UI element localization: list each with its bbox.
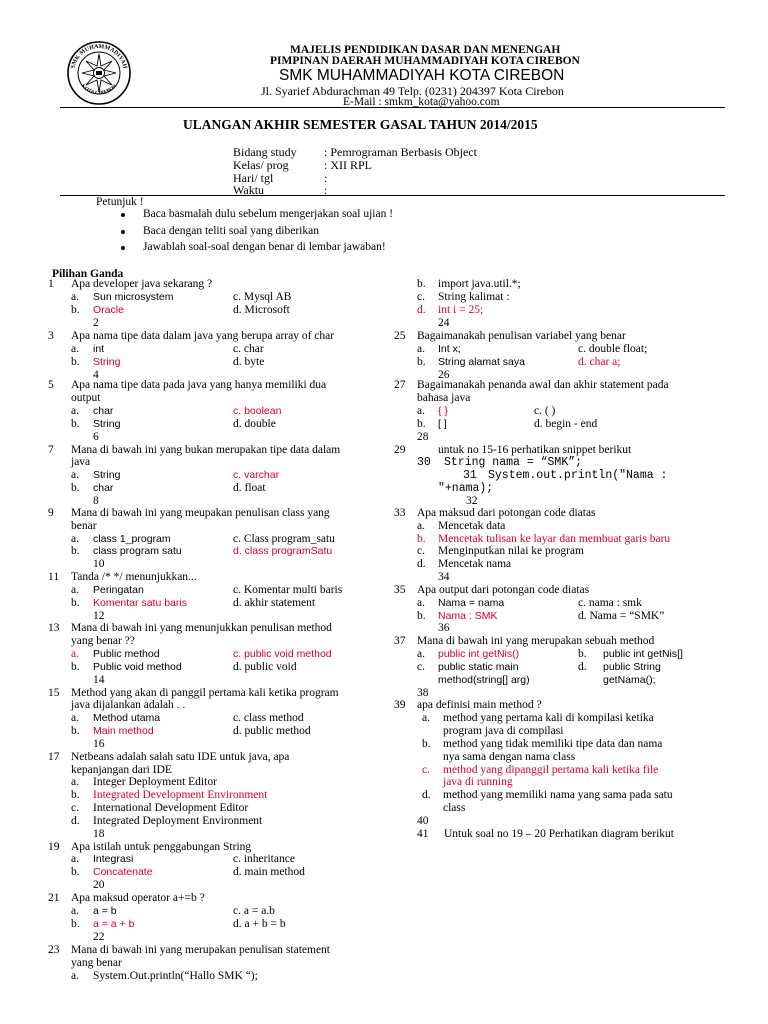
question-text-line: 8 [93, 495, 99, 507]
question-text-line: a. [417, 520, 425, 532]
question-text-line: Bagaimanakah penanda awal dan akhir statement pada [417, 379, 669, 391]
question-text-line: Mana di bawah ini yang menunjukkan penulisan method [71, 622, 332, 634]
question-text-line: program java di compilasi [443, 725, 564, 737]
question-text-line: 20 [93, 879, 105, 891]
question-text-line: Integrated Deployment Environment [93, 815, 263, 827]
question-text-line: b. [71, 418, 80, 430]
question-text-line: b. [417, 533, 426, 545]
question-text-line: d. char a; [578, 356, 621, 368]
question-text-line: Mana di bawah ini yang bukan merupakan tipe data dalam [71, 444, 341, 456]
question-text-line: method yang memiliki nama yang sama pada satu [443, 789, 673, 801]
question-text-line: d. begin - end [534, 418, 598, 430]
question-text-line: import java.util.*; [438, 278, 521, 290]
question-text-line: String [93, 418, 121, 430]
question-text-line: a. [417, 405, 425, 417]
question-text-line: b. [71, 304, 80, 316]
question-text-line: Concatenate [93, 866, 153, 878]
question-text-line: java [71, 456, 91, 468]
question-text-line: 13 [48, 622, 60, 634]
question-text-line: a. [71, 712, 79, 724]
question-text-line: 2 [93, 317, 99, 329]
question-text-line: c. [417, 545, 425, 557]
bullet-icon [121, 246, 125, 250]
question-text-line: c. Class program_satu [233, 533, 335, 545]
question-text-line: 40 [417, 815, 429, 827]
question-text-line: char [93, 482, 114, 494]
question-text-line: d. [417, 304, 426, 316]
question-text-line: 22 [93, 931, 105, 943]
question-text-line: b. [71, 482, 80, 494]
question-text-line: Public method [93, 648, 160, 660]
question-text-line: char [93, 405, 114, 417]
question-text-line: Integer Deployment Editor [93, 776, 217, 788]
question-text-line: Peringatan [93, 584, 144, 596]
question-text-line: d. public method [233, 725, 311, 737]
question-text-line: c. varchar [233, 469, 280, 481]
question-text-line: c. a = a.b [233, 905, 275, 917]
instructions-divider [60, 195, 725, 196]
header-line2: PIMPINAN DAERAH MUHAMMADIYAH KOTA CIREBON [270, 55, 580, 67]
question-text-line: d. float [233, 482, 266, 494]
question-text-line: 15 [48, 687, 60, 699]
question-text-line: 23 [48, 944, 60, 956]
question-text-line: c. [422, 764, 430, 776]
question-text-line: a = b [93, 905, 117, 917]
question-text-line: d. public void [233, 661, 297, 673]
question-text-line: Apa maksud operator a+=b ? [71, 892, 205, 904]
question-text-line: 36 [438, 622, 450, 634]
info-label: Bidang study [233, 145, 297, 159]
question-text-line: Mencetak nama [438, 558, 512, 570]
question-text-line: { } [438, 405, 448, 417]
question-text-line: c. [71, 802, 79, 814]
question-text-line: 9 [48, 507, 54, 519]
info-value: : XII RPL [324, 158, 372, 172]
question-text-line: 14 [93, 674, 105, 686]
bullet-icon [121, 230, 125, 234]
question-text-line: b. [71, 356, 80, 368]
question-text-line: class program satu [93, 545, 182, 557]
question-text-line: String [93, 469, 121, 481]
bullet-icon [121, 213, 125, 217]
question-text-line: d. class programSatu [233, 545, 333, 557]
question-text-line: a. [71, 469, 79, 481]
question-text-line: [ ] [438, 418, 447, 430]
question-text-line: method yang pertama kali di kompilasi ketika [443, 712, 654, 724]
question-text-line: public static main [438, 661, 519, 673]
question-text-line: d. main method [233, 866, 305, 878]
question-text-line: public String [603, 661, 661, 673]
question-text-line: c. ( ) [534, 405, 556, 417]
question-text-line: a. [71, 648, 79, 660]
question-text-line: c. nama : smk [578, 597, 642, 609]
question-text-line: yang benar ?? [71, 635, 135, 647]
question-text-line: c. class method [233, 712, 304, 724]
question-text-line: a. [71, 291, 79, 303]
question-text-line: a. [422, 712, 430, 724]
question-text-line: 34 [438, 571, 450, 583]
question-text-line: method(string[] arg) [438, 674, 530, 686]
header-line1: MAJELIS PENDIDIKAN DASAR DAN MENENGAH [290, 44, 561, 56]
school-logo [66, 40, 132, 106]
question-text-line: Mana di bawah ini yang merupakan penulisan statement [71, 944, 330, 956]
school-address: Jl. Syarief Abdurachman 49 Telp. (0231) 204397 Kota Cirebon [261, 84, 564, 98]
question-text-line: d. [578, 661, 587, 673]
question-text-line: yang benar [71, 957, 122, 969]
question-text-line: output [71, 392, 101, 404]
question-text-line: 4 [93, 369, 99, 381]
question-text-line: 6 [93, 431, 99, 443]
question-text-line: d. Microsoft [233, 304, 290, 316]
question-text-line: b. [71, 866, 80, 878]
question-text-line: 24 [438, 317, 450, 329]
question-text-line: 25 [394, 330, 406, 342]
question-text-line: a. [71, 584, 79, 596]
question-text-line: Int x; [438, 343, 461, 355]
question-text-line: apa definisi main method ? [417, 699, 542, 711]
info-value: : Pemrograman Berbasis Object [324, 145, 477, 159]
question-text-line: Apa developer java sekarang ? [71, 278, 213, 290]
question-text-line: a. [71, 776, 79, 788]
question-text-line: System.out.println("Nama : [488, 469, 668, 482]
question-text-line: java dijalankan adalah . . [71, 699, 186, 711]
question-text-line: 41 [417, 828, 429, 840]
question-text-line: d. double [233, 418, 276, 430]
question-text-line: a. [71, 970, 79, 982]
question-text-line: untuk no 15-16 perhatikan snippet berikut [438, 444, 632, 456]
question-text-line: 1 [48, 278, 54, 290]
section-title: Pilihan Ganda [52, 268, 124, 280]
question-text-line: class [443, 802, 466, 814]
question-text-line: 5 [48, 379, 54, 391]
question-text-line: Public void method [93, 661, 182, 673]
question-text-line: method yang dipanggil pertama kali ketika file [443, 764, 659, 776]
question-text-line: String [93, 356, 121, 368]
question-text-line: int [93, 343, 105, 355]
question-text-line: 11 [48, 571, 60, 583]
question-text-line: class 1_program [93, 533, 171, 545]
question-text-line: Mencetak data [438, 520, 506, 532]
question-text-line: Integrasi [93, 853, 134, 865]
question-text-line: int i = 25; [438, 304, 484, 316]
question-text-line: Integrated Development Environment [93, 789, 268, 801]
question-text-line: bahasa java [417, 392, 471, 404]
header-divider [60, 107, 725, 108]
question-text-line: b. [71, 725, 80, 737]
question-text-line: b. [71, 661, 80, 673]
instructions-title: Petunjuk ! [96, 196, 144, 208]
question-text-line: 21 [48, 892, 60, 904]
question-text-line: nya sama dengan nama class [443, 751, 576, 763]
question-text-line: 29 [394, 444, 406, 456]
question-text-line: public int getNis[] [603, 648, 683, 660]
question-text-line: 30 [417, 456, 431, 469]
question-text-line: a. [417, 597, 425, 609]
question-text-line: b. [71, 597, 80, 609]
question-text-line: b. [417, 356, 426, 368]
question-text-line: String alamat saya [438, 356, 525, 368]
question-text-line: 37 [394, 635, 406, 647]
instruction-item: Jawablah soal-soal dengan benar di lembar jawaban! [143, 241, 386, 253]
question-text-line: Apa maksud dari potongan code diatas [417, 507, 596, 519]
question-text-line: 3 [48, 330, 54, 342]
question-text-line: Method yang akan di panggil pertama kali ketika program [71, 687, 339, 699]
question-text-line: c. Mysql AB [233, 291, 292, 303]
question-text-line: Untuk soal no 19 – 20 Perhatikan diagram berikut [444, 828, 674, 840]
question-text-line: Netbeans adalah salah satu IDE untuk java, apa [71, 751, 290, 763]
question-text-line: 10 [93, 558, 105, 570]
info-label: Hari/ tgl [233, 171, 274, 185]
question-text-line: java di running [443, 776, 513, 788]
question-text-line: 17 [48, 751, 60, 763]
question-text-line: 31 [463, 469, 477, 482]
question-text-line: a. [71, 905, 79, 917]
question-text-line: International Development Editor [93, 802, 249, 814]
info-label: Kelas/ prog [233, 158, 289, 172]
question-text-line: c. boolean [233, 405, 282, 417]
question-text-line: 16 [93, 738, 105, 750]
question-text-line: d. a + b = b [233, 918, 286, 930]
question-text-line: d. byte [233, 356, 265, 368]
question-text-line: d. [422, 789, 431, 801]
question-text-line: b. [417, 610, 426, 622]
question-text-line: c. Komentar multi baris [233, 584, 343, 596]
question-text-line: c. [417, 661, 425, 673]
question-text-line: a = a + b [93, 918, 135, 930]
question-text-line: benar [71, 520, 97, 532]
question-text-line: b. [417, 278, 426, 290]
instruction-item: Baca basmalah dulu sebelum mengerjakan soal ujian ! [143, 208, 394, 220]
question-text-line: 27 [394, 379, 406, 391]
question-text-line: 12 [93, 610, 105, 622]
question-text-line: Mana di bawah ini yang meupakan penulisan class yang [71, 507, 330, 519]
question-text-line: 33 [394, 507, 406, 519]
question-text-line: getNama(); [603, 674, 656, 686]
question-text-line: c. inheritance [233, 853, 295, 865]
question-text-line: public int getNis() [438, 648, 520, 660]
question-text-line: 28 [417, 431, 429, 443]
instruction-item: Baca dengan teliti soal yang diberikan [143, 225, 319, 237]
question-text-line: kepanjangan dari IDE [71, 764, 172, 776]
logo-text-top: SMK MUHAMMADIYAH [70, 43, 128, 70]
question-text-line: Apa nama tipe data dalam java yang berupa array of char [71, 330, 335, 342]
question-text-line: Mana di bawah ini yang merupakan sebuah method [417, 635, 655, 647]
question-text-line: b. [71, 918, 80, 930]
question-text-line: d. [71, 815, 80, 827]
question-text-line: c. [417, 291, 425, 303]
question-text-line: a. [71, 853, 79, 865]
question-text-line: Nama = nama [438, 597, 505, 609]
question-text-line: a. [71, 405, 79, 417]
question-text-line: c. double float; [578, 343, 648, 355]
question-text-line: b. [578, 648, 587, 660]
question-text-line: Main method [93, 725, 154, 737]
question-text-line: Menginputkan nilai ke program [438, 545, 584, 557]
question-text-line: a. [71, 533, 79, 545]
question-text-line: a. [417, 343, 425, 355]
info-value: : [324, 183, 328, 197]
question-text-line: c. public void method [233, 648, 332, 660]
question-text-line: Apa nama tipe data pada java yang hanya memiliki dua [71, 379, 327, 391]
school-email: E-Mail : smkm_kota@yahoo.com [343, 96, 500, 108]
question-text-line: b. [71, 545, 80, 557]
question-text-line: d. akhir statement [233, 597, 316, 609]
school-name: SMK MUHAMMADIYAH KOTA CIREBON [279, 67, 565, 84]
question-text-line: 39 [394, 699, 406, 711]
question-text-line: d. [417, 558, 426, 570]
question-text-line: System.Out.println(“Hallo SMK “); [93, 970, 258, 982]
question-text-line: Sun microsystem [93, 291, 174, 303]
question-text-line: Tanda /* */ menunjukkan... [71, 571, 197, 583]
question-text-line: Komentar satu baris [93, 597, 187, 609]
question-text-line: Oracle [93, 304, 124, 316]
question-text-line: b. [422, 738, 431, 750]
question-text-line: a. [417, 648, 425, 660]
exam-title: ULANGAN AKHIR SEMESTER GASAL TAHUN 2014/2015 [183, 117, 538, 132]
question-text-line: d. Nama = “SMK” [578, 610, 665, 622]
info-label: Waktu [233, 183, 265, 197]
question-text-line: String nama = “SMK”; [444, 456, 583, 469]
question-text-line: 19 [48, 841, 60, 853]
question-text-line: Apa output dari potongan code diatas [417, 584, 590, 596]
info-value: : [324, 171, 328, 185]
question-text-line: 26 [438, 369, 450, 381]
question-text-line: "+nama); [438, 482, 494, 495]
question-text-line: b. [71, 789, 80, 801]
question-text-line: b. [417, 418, 426, 430]
question-text-line: Method utama [93, 712, 161, 724]
question-text-line: 38 [417, 687, 429, 699]
question-text-line: 32 [466, 495, 478, 507]
question-text-line: Apa istilah untuk penggabungan String [71, 841, 252, 853]
question-text-line: Mencetak tulisan ke layar dan membuat garis baru [438, 533, 671, 545]
question-text-line: c. char [233, 343, 264, 355]
question-text-line: 18 [93, 828, 105, 840]
question-text-line: String kalimat : [438, 291, 510, 303]
question-text-line: 7 [48, 444, 54, 456]
question-text-line: a. [71, 343, 79, 355]
question-text-line: Bagaimanakah penulisan variabel yang benar [417, 330, 626, 342]
question-text-line: 35 [394, 584, 406, 596]
question-text-line: Nama : SMK [438, 610, 498, 622]
logo-text-bottom: KOTA CIREBON [79, 83, 119, 97]
question-text-line: method yang tidak memiliki tipe data dan nama [443, 738, 663, 750]
